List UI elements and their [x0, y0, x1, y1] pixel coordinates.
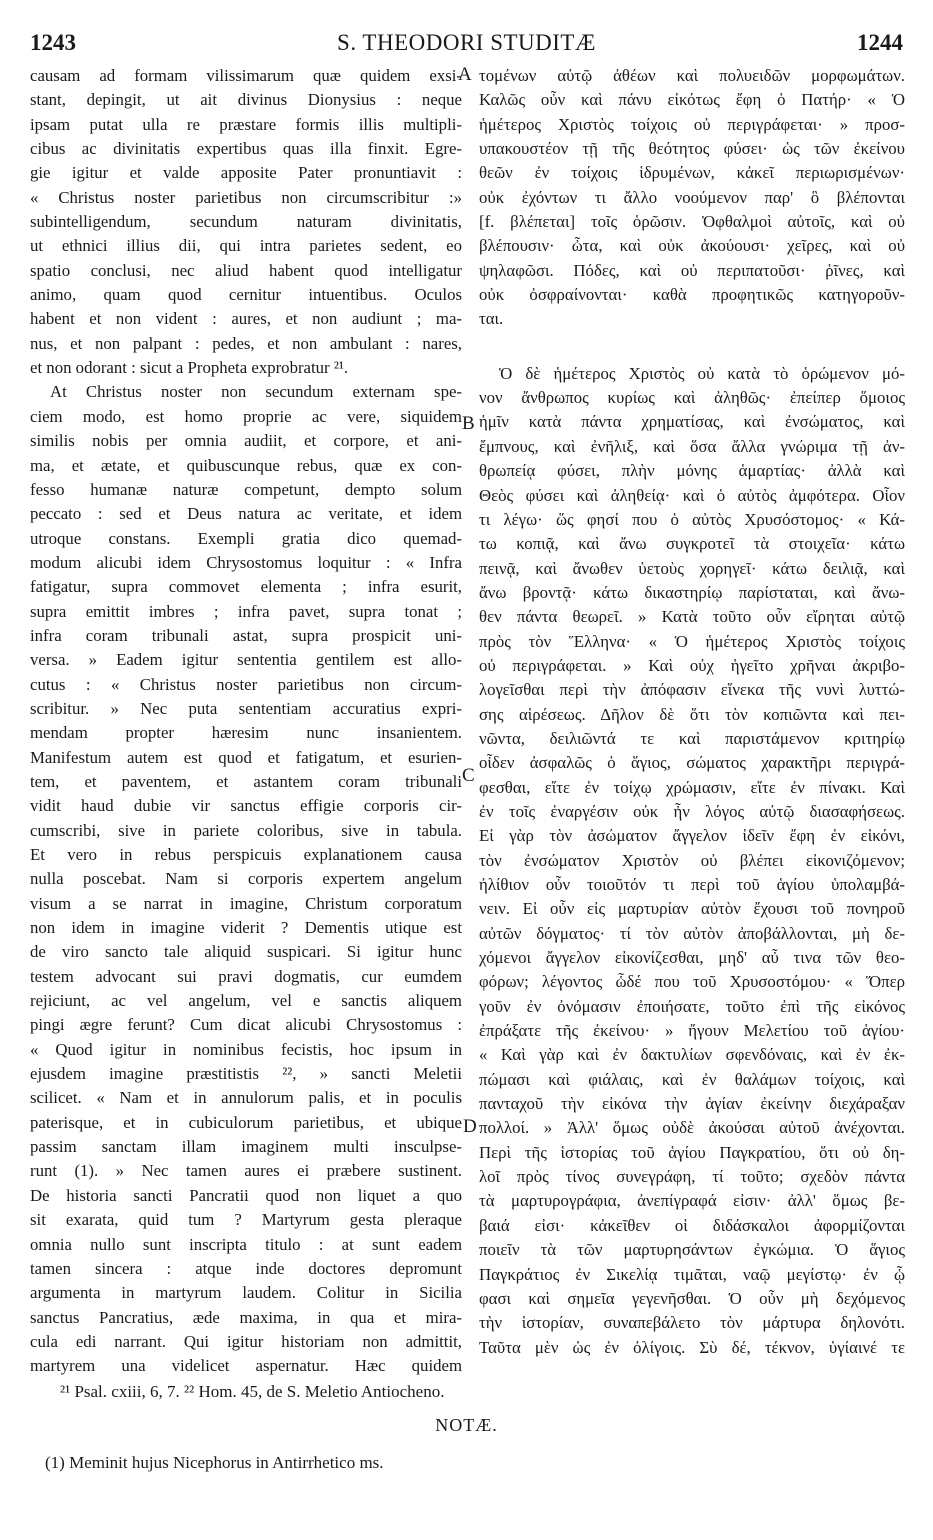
- text-line: utroque constans. Exempli gratia dico quemad-: [30, 528, 462, 548]
- text-line: similis nobis per omnia audiit, et corpore, et ani-: [30, 431, 462, 451]
- text-line: χόμενοι ἄγγελον εἰκονίζεσθαι, μηδ' αὖ τινα τῶν θεο-: [479, 948, 905, 968]
- text-line: sanctus Pancratius, æde maxima, in qua et mira-: [30, 1307, 462, 1327]
- text-line: scribitur. » Nec puta sententiam accuratius expri-: [30, 698, 462, 718]
- text-line: sit exarata, quid tum ? Martyrum gesta pleraque: [30, 1210, 462, 1230]
- text-line: omnia nullo sunt inscripta titulo : at sunt eadem: [30, 1234, 462, 1254]
- text-line: ἡμέτερος Χριστὸς τοίχοις οὐ περιγράφεται· » προσ-: [479, 114, 905, 134]
- text-line: σης αἱρέσεως. Δῆλον δὲ ὅτι τὸν κοπιῶντα καὶ πει-: [479, 704, 905, 724]
- text-line: De historia sancti Pancratii quod non liquet a quo: [30, 1185, 462, 1205]
- text-line: Καλῶς οὖν καὶ πάνυ εἰκότως ἔφη ὁ Πατήρ· « Ὁ: [479, 90, 905, 110]
- text-line: peccato : sed et Deus natura ac veritate, et idem: [30, 504, 462, 524]
- text-line: νειν. Εἰ οὖν εἰς μαρτυρίαν αὐτὸν ἔχουσι τοῦ πονηροῦ: [479, 899, 905, 919]
- text-line: paterisque, et in cubiculorum parietibus, et ubique: [30, 1112, 462, 1132]
- text-line: scilicet. « Nam et in annulorum palis, et in poculis: [30, 1088, 462, 1108]
- text-line: θεῶν ἐν τοίχοις ἱδρυμένων, κἀκεῖ περιωρισμένων·: [479, 163, 905, 183]
- text-line: θρωπείᾳ φύσει, πλὴν μόνης ἁμαρτίας· ἀλλὰ καὶ: [479, 461, 905, 481]
- text-line: φεσθαι, εἴτε ἐν τοίχῳ χρώμασιν, εἴτε ἐν πίνακι. Καὶ: [479, 777, 905, 797]
- text-line: cula edi narrant. Qui igitur historiam non admittit,: [30, 1331, 462, 1351]
- greek-column: [479, 64, 905, 1360]
- text-line: fatigatur, supra commovet elementa ; infra esurit,: [30, 577, 462, 597]
- text-line: mendam propter hæresim nunc insanientem.: [30, 723, 462, 743]
- text-line: Manifestum autem est quod et fatigatum, et esurien-: [30, 747, 462, 767]
- text-line: ἄνω βροντᾷ· κάτω δικαστηρίῳ παρίσταται, καὶ ἄνω-: [479, 582, 905, 602]
- text-line: cumscribi, sive in pariete coloribus, sive in tabula.: [30, 820, 462, 840]
- text-line: de viro sancto tale aliquid suspicari. Si igitur hunc: [30, 942, 462, 962]
- text-line: ἐν τοῖς ἐναργέσιν οὐκ ἦν λόγος αὐτῷ διασαφήσεως.: [479, 801, 905, 821]
- text-line: nus, et non palpant : pedes, et non ambulant : nares,: [30, 333, 462, 353]
- text-line: Εἰ γὰρ τὸν ἀσώματον ἄγγελον ἰδεῖν ἔφη ἐν εἰκόνι,: [479, 826, 905, 846]
- text-line: nulla poscebat. Nam si corporis expertem angelum: [30, 869, 462, 889]
- text-line: βλέπουσιν· ὦτα, καὶ οὐκ ἀκούουσι· χεῖρες, καὶ οὐ: [479, 236, 905, 256]
- text-line: martyrem una videlicet aspernatur. Hæc quidem: [30, 1356, 462, 1376]
- text-line: φασι καὶ σημεῖα γεγενῆσθαι. Ὁ οὖν μὴ δεχόμενος: [479, 1288, 905, 1308]
- text-line: τω κοπιᾷ, καὶ ἄνω συγκροτεῖ τὰ στοιχεῖα· κάτω: [479, 534, 905, 554]
- text-line: πανταχοῦ τὴν εἰκόνα τὴν ἁγίαν ἐκείνην διεχάραξαν: [479, 1094, 905, 1114]
- text-line: ἡμῖν κατὰ πάντα χρηματίσας, καὶ ἐνσώματος, καὶ: [479, 412, 905, 432]
- page-number-right: 1244: [857, 30, 903, 55]
- paragraph-gap: [479, 332, 905, 362]
- text-line: cutus : « Christus noster parietibus non circum-: [30, 674, 462, 694]
- text-line: ut ethnici illius dii, qui intra parietes sedent, eo: [30, 236, 462, 256]
- text-line: πεινᾷ, καὶ ἄνωθεν ὑετοὺς χορηγεῖ· κάτω δειλιᾷ, καὶ: [479, 558, 905, 578]
- text-line: πρὸς τὸν Ἕλληνα· « Ὁ ἡμέτερος Χριστὸς τοίχοις: [479, 631, 905, 651]
- text-line: subintelligendum, secundum naturam divinitatis,: [30, 212, 462, 232]
- text-line: Περὶ τῆς ἱστορίας τοῦ ἁγίου Παγκρατίου, ὅτι οὐ δη-: [479, 1142, 905, 1162]
- text-line: cibus ac divinitatis expertibus quas illa finxit. Egre-: [30, 139, 462, 159]
- running-title: S. THEODORI STUDITÆ: [337, 30, 596, 55]
- text-line: πολλοί. » Ἀλλ' ὅμως οὐδὲ ἀκούσαι αὐτοῦ ἀνέχονται.: [479, 1118, 905, 1138]
- text-line: νῶντα, δειλιῶντά τε καὶ παριστάμενον κριτηρίῳ: [479, 728, 905, 748]
- text-line: ται.: [479, 309, 504, 329]
- text-line: et non odorant : sicut a Propheta exprobratur ²¹.: [30, 358, 349, 378]
- text-line: Et vero in rebus perspicuis explanationem causa: [30, 845, 462, 864]
- text-line: νον ἄνθρωπος κυρίως καὶ ἀληθῶς· ἐπείπερ ὅμοιος: [479, 388, 905, 408]
- text-line: ψηλαφῶσι. Πόδες, καὶ οὐ περιπατοῦσι· ῥῖνες, καὶ: [479, 260, 905, 280]
- footnotes: ²¹ Psal. cxiii, 6, 7. ²² Hom. 45, de S. Meletio Antiocheno.: [60, 1382, 445, 1401]
- text-line: τι λέγω· ὥς φησί που ὁ αὐτὸς Χρυσόστομος· « Κά-: [479, 509, 905, 529]
- text-line: ἔμπνους, καὶ ἐνῆλιξ, καὶ ὅσα ἄλλα γνώριμα τῇ ἀν-: [479, 436, 905, 456]
- text-line: τὴν ἱστορίαν, συναπεβάλετο τὸν μάρτυρα δηλονότι.: [479, 1313, 905, 1333]
- text-line: πώμασι καὶ φιάλαις, καὶ ἐν θαλάμων τοίχοις, καὶ: [479, 1069, 905, 1089]
- text-line: Παγκράτιος ἐν Σικελίᾳ τιμᾶται, ναῷ μεγίστῳ· ἐν ᾧ: [479, 1264, 905, 1284]
- text-line: βαιά εἰσι· κἀκεῖθεν οἱ διδάσκαλοι ἀφορμίζονται: [479, 1215, 905, 1235]
- text-line: habent et non vident : aures, et non audiunt ; ma-: [30, 309, 462, 329]
- text-line: infra coram tribunali astat, supra prospicit uni-: [30, 625, 462, 645]
- text-line: τὸν ἐνσώματον Χριστὸν οὐ βλέπει εἰκονιζόμενον;: [479, 850, 905, 870]
- text-line: vidit haud dubie vir sanctus effigie corporis cir-: [30, 796, 462, 816]
- text-line: Ὁ δὲ ἡμέτερος Χριστὸς οὐ κατὰ τὸ ὁρώμενον μό-: [499, 363, 905, 383]
- text-line: « Christus noster parietibus non circumscribitur :»: [30, 187, 462, 207]
- text-line: non idem in imagine viderit ? Dementis utique est: [30, 918, 462, 938]
- text-line: ἐπράξατε τῆς ἐκείνου· » ἤγουν Μελετίου τοῦ ἁγίου·: [479, 1021, 905, 1041]
- text-line: versa. » Eadem igitur sententia gentilem est allo-: [30, 650, 462, 670]
- text-line: tem, et paventem, et astantem coram tribunali: [30, 771, 462, 791]
- text-line: spatio conclusi, nec aliud habent quod intelligatur: [30, 260, 462, 280]
- text-line: pingi ægre ferunt? Cum dicat alicubi Chrysostomus :: [30, 1015, 462, 1035]
- text-line: modum alicubi idem Chrysostomus loquitur : « Infra: [30, 552, 462, 572]
- text-line: tamen sincera : atque inde doctores depromunt: [30, 1258, 462, 1278]
- text-line: stant, depingit, ut ait divinus Dionysius : neque: [30, 90, 462, 110]
- text-line: φόρων; λέγοντος ὧδέ που τοῦ Χρυσοστόμου· « Ὅπερ: [479, 972, 905, 992]
- text-line: [f. βλέπεται] τοῖς ὁρῶσιν. Ὀφθαλμοὶ αὐτοῖς, καὶ οὐ: [479, 212, 905, 232]
- text-line: ἠλίθιον οὖν τοιοῦτόν τι περὶ τοῦ ἁγίου ὑπολαμβά-: [479, 875, 905, 894]
- text-line: « Quod igitur in nominibus fecistis, hoc ipsum in: [30, 1039, 462, 1059]
- text-line: ποιεῖν τὰ τῶν μαρτυρησάντων ἐγκώμια. Ὁ ἅγιος: [479, 1240, 905, 1260]
- notae-heading: NOTÆ.: [435, 1415, 498, 1435]
- text-line: Ταῦτα μὲν ὡς ἐν ὀλίγοις. Σὺ δέ, τέκνον, ὑγίαινέ τε: [479, 1337, 905, 1357]
- text-line: λογεῖσθαι περὶ τὴν ἀπόφασιν εἵνεκα τῆς νυνὶ λυττώ-: [479, 680, 905, 700]
- margin-letter-a: A: [458, 64, 472, 85]
- text-line: « Καὶ γὰρ καὶ ἐν δακτυλίων σφενδόναις, καὶ ἐν ἐκ-: [479, 1045, 905, 1065]
- text-line: ejusdem imagine præstitistis ²², » sancti Meletii: [30, 1064, 462, 1084]
- notae-text: (1) Meminit hujus Nicephorus in Antirrhetico ms.: [45, 1453, 384, 1472]
- margin-letter-c: C: [462, 765, 475, 786]
- text-line: ciem modo, est homo proprie ac vere, siquidem: [30, 406, 462, 426]
- text-line: animo, quam quod cernitur intuentibus. Oculos: [30, 285, 462, 305]
- text-line: ma, et ætate, et quibuscunque rebus, quæ ex con-: [30, 455, 462, 475]
- text-line: τὰ μαρτυρογράφια, ἀνεπίγραφά εἰσιν· ἀλλ' ὅμως βε-: [479, 1191, 905, 1211]
- text-line: οὐ περιγράφεται. » Καὶ οὐχ ἡγεῖτο χρῆναι ἀκριβο-: [479, 655, 905, 675]
- margin-letter-d: D: [463, 1116, 477, 1137]
- text-line: causam ad formam vilissimarum quæ quidem exsi-: [30, 66, 462, 85]
- text-line: γοῦν ἐν ὀνόμασιν ἐποιήσατε, τοῦτο ἐπὶ τῆς εἰκόνος: [479, 996, 905, 1016]
- text-line: οὐκ ὀσφραίνονται· καθὰ προφητικῶς κατηγοροῦν-: [479, 285, 905, 305]
- text-line: At Christus noster non secundum externam spe-: [50, 382, 462, 402]
- text-line: οἶδεν ἀσφαλῶς ὁ ἅγιος, σώματος χαρακτῆρι περιγρά-: [479, 753, 905, 773]
- text-line: οὐκ ἐχόντων τι ἄλλο νοούμενον παρ' ὃ βλέπονται: [479, 187, 905, 207]
- text-line: λοῖ πρὸς τίνος συνεγράφη, τί τοῦτο; σχεδὸν πάντα: [479, 1167, 905, 1187]
- text-line: θεν πάντα θεωρεῖ. » Κατὰ τοῦτο οὖν εἴρηται αὐτῷ: [479, 607, 905, 627]
- text-line: αὐτῶν δόγματος· τί τὸν αὐτὸν ἀποβάλλονται, μὴ δε-: [479, 923, 905, 943]
- margin-letter-b: B: [462, 413, 475, 434]
- text-line: runt (1). » Nec tamen aures ei præbere sustinent.: [30, 1161, 462, 1181]
- text-line: υπακουστέον τῇ τῆς θεότητος φύσει· ὡς τῶν ἐκείνου: [479, 139, 905, 159]
- page-number-left: 1243: [30, 30, 76, 55]
- text-line: gie igitur et valde apposite Pater pronuntiavit :: [30, 163, 462, 183]
- text-line: τομένων αὐτῷ ἀθέων καὶ πολυειδῶν μορφωμάτων.: [479, 66, 905, 85]
- text-line: rejiciunt, ac vel angelum, vel e sanctis aliquem: [30, 991, 462, 1011]
- text-line: Θεὸς φύσει καὶ ἀληθείᾳ· καὶ ὁ αὐτὸς ἀμφότερα. Οἷον: [479, 485, 905, 505]
- text-line: visum a se narrat in imagine, Christum corporatum: [30, 893, 462, 913]
- text-line: fesso humanæ naturæ competunt, dempto solum: [30, 479, 462, 499]
- text-line: passim sanctam illam imaginem multi insculpse-: [30, 1137, 462, 1157]
- text-line: supra emittit imbres ; infra pavet, supra tonat ;: [30, 601, 462, 621]
- text-line: argumenta in martyrum laudem. Colitur in Sicilia: [30, 1283, 462, 1303]
- page-header: [30, 30, 903, 64]
- latin-column: [30, 64, 462, 1379]
- text-line: ipsam putat ulla re præstare formis illis multipli-: [30, 114, 462, 134]
- text-line: testem advocant sui pravi dogmatis, cur eumdem: [30, 966, 462, 986]
